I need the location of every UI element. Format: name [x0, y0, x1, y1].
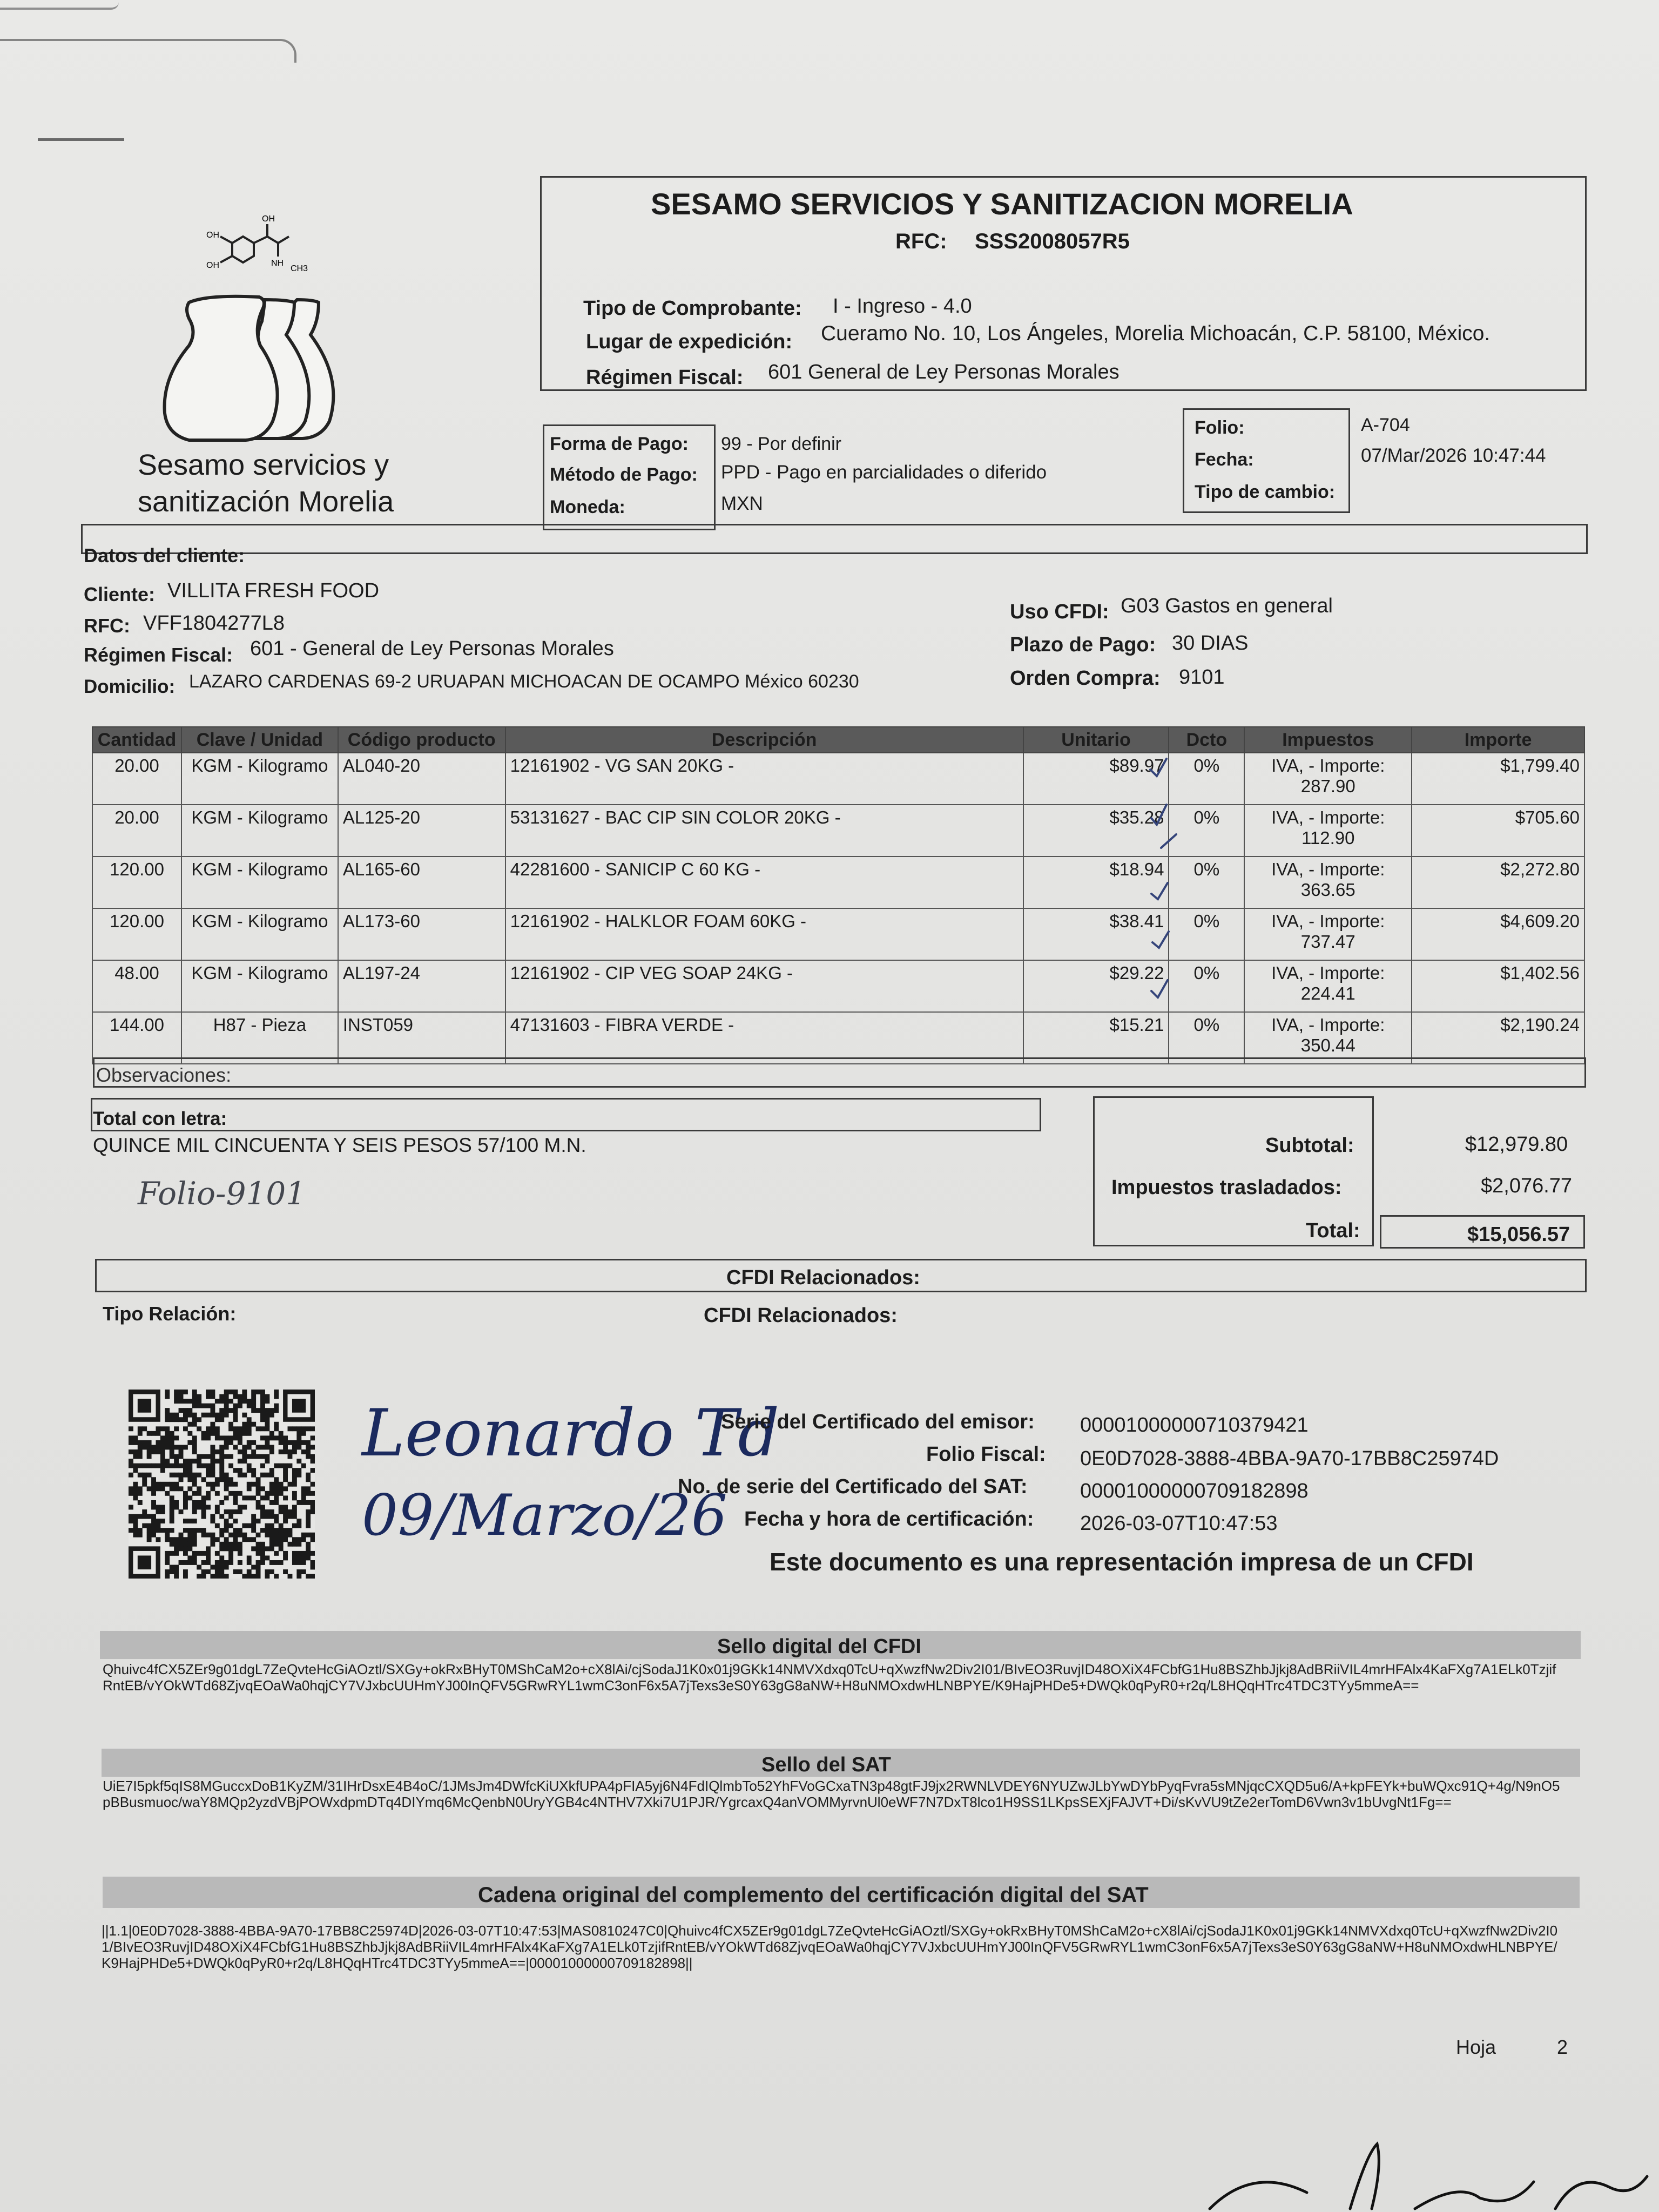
- cliente-domicilio-label: Domicilio:: [84, 676, 176, 697]
- cell-importe: $2,272.80: [1412, 857, 1584, 908]
- fecha-value: 07/Mar/2026 10:47:44: [1361, 445, 1546, 466]
- cell-cantidad: 48.00: [92, 960, 181, 1012]
- folio-fiscal-label: Folio Fiscal:: [926, 1443, 1046, 1466]
- handwritten-signature-name: Leonardo Td: [362, 1396, 780, 1471]
- serie-emisor-label: Serie del Certificado del emisor:: [721, 1411, 1035, 1433]
- cell-cantidad: 20.00: [92, 753, 181, 805]
- uso-cfdi-label: Uso CFDI:: [1010, 601, 1109, 623]
- cfdi-relacionados-title: CFDI Relacionados:: [726, 1266, 920, 1289]
- plazo-pago: 30 DIAS: [1172, 632, 1249, 655]
- table-row: [92, 1012, 1584, 1064]
- tipo-relacion-label: Tipo Relación:: [103, 1303, 237, 1325]
- table-row: [92, 908, 1584, 960]
- cell-dcto: 0%: [1169, 960, 1244, 1012]
- total-letra: QUINCE MIL CINCUENTA Y SEIS PESOS 57/100 M.N.: [93, 1134, 586, 1156]
- cell-codigo: AL197-24: [338, 960, 505, 1012]
- uso-cfdi: G03 Gastos en general: [1121, 595, 1333, 617]
- iva-label: IVA, - Importe:: [1271, 859, 1385, 879]
- iva-amount: 287.90: [1300, 776, 1355, 796]
- qr-code: [129, 1390, 315, 1579]
- cell-unidad: KGM - Kilogramo: [181, 805, 338, 857]
- iva-label: IVA, - Importe:: [1271, 911, 1385, 931]
- cell-impuestos: [1244, 753, 1412, 805]
- cell-codigo: AL173-60: [338, 908, 505, 960]
- cell-codigo: INST059: [338, 1012, 505, 1064]
- lugar-expedicion-label: Lugar de expedición:: [586, 331, 793, 353]
- items-table: [92, 726, 1585, 1064]
- svg-text:CH3: CH3: [291, 264, 308, 273]
- cell-descripcion: 53131627 - BAC CIP SIN COLOR 20KG -: [505, 805, 1023, 857]
- svg-text:NH: NH: [271, 259, 284, 268]
- cell-unidad: KGM - Kilogramo: [181, 857, 338, 908]
- logo-caption-line2: sanitización Morelia: [138, 485, 394, 518]
- cell-codigo: AL165-60: [338, 857, 505, 908]
- hoja-number: 2: [1557, 2036, 1568, 2058]
- impuestos-label: Impuestos trasladados:: [1111, 1176, 1342, 1199]
- emitter-rfc: SSS2008057R5: [975, 230, 1130, 253]
- table-row: [92, 857, 1584, 908]
- cadena-title: Cadena original del complemento del certificación digital del SAT: [478, 1883, 1149, 1907]
- cfdi-relacionados-label: CFDI Relacionados:: [704, 1304, 898, 1327]
- cell-importe: $1,799.40: [1412, 753, 1584, 805]
- total-label: Total:: [1306, 1219, 1360, 1242]
- cell-unitario: $35.28: [1023, 805, 1169, 857]
- iva-amount: 112.90: [1301, 828, 1355, 848]
- emitter-rfc-label: RFC:: [895, 230, 947, 253]
- cell-importe: $4,609.20: [1412, 908, 1584, 960]
- regimen-fiscal-emisor: 601 General de Ley Personas Morales: [768, 361, 1120, 383]
- moneda-label: Moneda:: [550, 497, 625, 517]
- client-section-header: [81, 524, 1588, 554]
- iva-amount: 224.41: [1300, 983, 1355, 1003]
- iva-label: IVA, - Importe:: [1271, 807, 1385, 827]
- col-unitario: Unitario: [1023, 727, 1169, 753]
- sello-cfdi-text: Qhuivc4fCX5ZEr9g01dgL7ZeQvteHcGiAOztl/SXGy+okRxBHyT0MShCaM2o+cX8lAi/cjSodaJ1K0x01j9GKk14NMVXdxq0TcU+qXwzfNw2Div2I01/BIvEO3RuvjID48OXiX4FCbfG1Hu8BSZhbJjkj8AdBRiiVIL4mrHFAlx4KaFXg7A1ELk0TzjifRntEB/vYOkWTd68ZjvqEOaWa0hqjCY7VJxbcUUHmYJ00InQFV5GRwRYL1wmC3onF6x5A7jTexs3eS0Y63gG8aNW+H8uNMOxdwHLNBPYE/K9HajPHDe5+DWQk0qPyR0+r2q/L8HQqHTrc4TDC3TYy5mmeA==: [103, 1661, 1556, 1694]
- cliente-rfc: VFF1804277L8: [143, 612, 285, 635]
- cell-cantidad: 120.00: [92, 857, 181, 908]
- table-row: [92, 753, 1584, 805]
- hoja-label: Hoja: [1456, 2036, 1496, 2058]
- cell-impuestos: [1244, 1012, 1412, 1064]
- cliente-regimen-label: Régimen Fiscal:: [84, 644, 233, 666]
- sello-sat-title: Sello del SAT: [761, 1754, 892, 1776]
- cell-dcto: 0%: [1169, 908, 1244, 960]
- cell-unidad: KGM - Kilogramo: [181, 908, 338, 960]
- folio-label: Folio:: [1195, 417, 1245, 438]
- col-cantidad: Cantidad: [92, 727, 181, 753]
- cell-impuestos: [1244, 908, 1412, 960]
- moneda: MXN: [721, 493, 763, 514]
- cell-cantidad: 20.00: [92, 805, 181, 857]
- serie-sat: 00001000000709182898: [1080, 1480, 1309, 1502]
- cell-unitario: $29.22: [1023, 960, 1169, 1012]
- col-importe: Importe: [1412, 727, 1584, 753]
- iva-amount: 350.44: [1300, 1035, 1355, 1055]
- observaciones-box: [93, 1057, 1586, 1088]
- cell-dcto: 0%: [1169, 857, 1244, 908]
- total-letra-box: [91, 1098, 1041, 1131]
- cell-importe: $2,190.24: [1412, 1012, 1584, 1064]
- cell-codigo: AL040-20: [338, 753, 505, 805]
- cell-unitario: $89.97: [1023, 753, 1169, 805]
- iva-amount: 737.47: [1300, 932, 1355, 952]
- col-impuestos: Impuestos: [1244, 727, 1412, 753]
- cell-codigo: AL125-20: [338, 805, 505, 857]
- cell-unidad: H87 - Pieza: [181, 1012, 338, 1064]
- table-row: [92, 805, 1584, 857]
- cliente-label: Cliente:: [84, 583, 156, 605]
- folio-fiscal: 0E0D7028-3888-4BBA-9A70-17BB8C25974D: [1080, 1447, 1499, 1470]
- cadena-text: ||1.1|0E0D7028-3888-4BBA-9A70-17BB8C25974D|2026-03-07T10:47:53|MAS0810247C0|Qhuivc4fCX5ZEr9g01dgL7ZeQvteHcGiAOztl/SXGy+okRxBHyT0MShCaM2o+cX8lAi/cjSodaJ1K0x01j9GKk14NMVXdxq0TcU+qXwzfNw2Div2I01/BIvEO3RuvjID48OXiX4FCbfG1Hu8BSZhbJjkj8AdBRiiVIL4mrHFAlx4KaFXg7A1ELk0TzjifRntEB/vYOkWTd68ZjvqEOaWa0hqjCY7VJxbcUUHmYJ00InQFV5GRwRYL1wmC3onF6x5A7jTexs3eS0Y63gG8aNW+H8uNMOxdwHLNBPYE/K9HajPHDe5+DWQk0qPyR0+r2q/L8HQqHTrc4TDC3TYy5mmeA==|00001000000709182898||: [102, 1923, 1558, 1971]
- client-section-label: Datos del cliente:: [84, 544, 245, 567]
- iva-label: IVA, - Importe:: [1271, 963, 1385, 983]
- total-value: $15,056.57: [1467, 1223, 1570, 1246]
- subtotal-label: Subtotal:: [1265, 1134, 1354, 1157]
- cell-descripcion: 42281600 - SANICIP C 60 KG -: [505, 857, 1023, 908]
- cfdi-legend: Este documento es una representación impresa de un CFDI: [770, 1548, 1474, 1576]
- cell-importe: $1,402.56: [1412, 960, 1584, 1012]
- serie-emisor: 00001000000710379421: [1080, 1414, 1309, 1437]
- signature-scribble: [1188, 2133, 1653, 2212]
- fecha-label: Fecha:: [1195, 449, 1254, 470]
- cell-impuestos: [1244, 805, 1412, 857]
- col-dcto: Dcto: [1169, 727, 1244, 753]
- cell-cantidad: 144.00: [92, 1012, 181, 1064]
- cell-dcto: 0%: [1169, 753, 1244, 805]
- serie-sat-label: No. de serie del Certificado del SAT:: [678, 1475, 1028, 1498]
- cell-unitario: $18.94: [1023, 857, 1169, 908]
- iva-amount: 363.65: [1300, 880, 1355, 900]
- company-logo-icon: [157, 205, 394, 454]
- cliente-domicilio: LAZARO CARDENAS 69-2 URUAPAN MICHOACAN DE OCAMPO México 60230: [189, 671, 859, 692]
- fecha-cert-label: Fecha y hora de certificación:: [744, 1508, 1034, 1530]
- sello-sat-text: UiE7I5pkf5qIS8MGuccxDoB1KyZM/31IHrDsxE4B4oC/1JMsJm4DWfcKiUXkfUPA4pFIA5yj6N4FdIQlmbTo52YhFVoGCxaTN3p48gtFJ9jx2RWNLVDEY6NYUZwJLbYwDYbPyqFvra5sMNjqcCXQD5u6/A+kpFEYk+buWQxc91Q+4g/N9nO5pBBusmuoc/waY8MQp2yzdVBjPOWxdpmDTq4DIYmq6McQenbN0UryYGB4c4NTHV7Xki7U1PJR/YgrcaxQ4anVOMMyrvnUl0eWF7N7DxT8lco1H9SS1LKpsSEXjFAJVT+Di/sKvVU9tZe2erTomD6Vwn3v1bUvgNt1Fg==: [103, 1778, 1560, 1810]
- cliente-name: VILLITA FRESH FOOD: [167, 579, 380, 602]
- logo-caption-line1: Sesamo servicios y: [138, 449, 389, 481]
- cliente-regimen: 601 - General de Ley Personas Morales: [250, 637, 614, 660]
- tipo-comprobante-label: Tipo de Comprobante:: [583, 297, 802, 320]
- subtotal-value: $12,979.80: [1465, 1133, 1568, 1156]
- col-codigo-producto: Código producto: [338, 727, 505, 753]
- tipo-cambio-label: Tipo de cambio:: [1195, 482, 1336, 502]
- cell-descripcion: 12161902 - CIP VEG SOAP 24KG -: [505, 960, 1023, 1012]
- staple-mark: [0, 39, 296, 63]
- staple-mark: [38, 134, 124, 141]
- items-table-header: [92, 727, 1584, 753]
- handwritten-folio-note: Folio-9101: [138, 1175, 306, 1212]
- handwritten-signature-date: 09/Marzo/26: [362, 1482, 727, 1548]
- total-letra-label: Total con letra:: [93, 1108, 227, 1129]
- orden-compra: 9101: [1179, 666, 1225, 689]
- cell-descripcion: 47131603 - FIBRA VERDE -: [505, 1012, 1023, 1064]
- cliente-rfc-label: RFC:: [84, 615, 130, 637]
- cell-dcto: 0%: [1169, 805, 1244, 857]
- plazo-pago-label: Plazo de Pago:: [1010, 633, 1156, 656]
- cell-cantidad: 120.00: [92, 908, 181, 960]
- svg-text:OH: OH: [262, 214, 275, 224]
- metodo-pago: PPD - Pago en parcialidades o diferido: [721, 462, 1047, 483]
- cell-unidad: KGM - Kilogramo: [181, 753, 338, 805]
- forma-pago: 99 - Por definir: [721, 434, 841, 454]
- col-clave-unidad: Clave / Unidad: [181, 727, 338, 753]
- cell-dcto: 0%: [1169, 1012, 1244, 1064]
- cell-impuestos: [1244, 857, 1412, 908]
- iva-label: IVA, - Importe:: [1271, 756, 1385, 775]
- table-row: [92, 960, 1584, 1012]
- metodo-pago-label: Método de Pago:: [550, 464, 698, 485]
- impuestos-value: $2,076.77: [1481, 1175, 1573, 1197]
- regimen-fiscal-emisor-label: Régimen Fiscal:: [586, 366, 744, 389]
- cell-descripcion: 12161902 - VG SAN 20KG -: [505, 753, 1023, 805]
- cell-unitario: $38.41: [1023, 908, 1169, 960]
- cell-unitario: $15.21: [1023, 1012, 1169, 1064]
- svg-text:OH: OH: [206, 261, 219, 270]
- cell-impuestos: [1244, 960, 1412, 1012]
- observaciones-label: Observaciones:: [96, 1064, 232, 1086]
- emitter-name: SESAMO SERVICIOS Y SANITIZACION MORELIA: [651, 187, 1353, 221]
- cell-descripcion: 12161902 - HALKLOR FOAM 60KG -: [505, 908, 1023, 960]
- lugar-expedicion: Cueramo No. 10, Los Ángeles, Morelia Michoacán, C.P. 58100, México.: [821, 322, 1491, 345]
- tipo-comprobante: I - Ingreso - 4.0: [833, 295, 972, 318]
- folio-value: A-704: [1361, 415, 1410, 435]
- sello-cfdi-title: Sello digital del CFDI: [717, 1635, 921, 1658]
- orden-compra-label: Orden Compra:: [1010, 667, 1161, 690]
- handwritten-checkmarks: [1145, 753, 1188, 1034]
- svg-text:OH: OH: [206, 231, 219, 240]
- forma-pago-label: Forma de Pago:: [550, 434, 689, 454]
- iva-label: IVA, - Importe:: [1271, 1015, 1385, 1035]
- cell-unidad: KGM - Kilogramo: [181, 960, 338, 1012]
- fecha-cert: 2026-03-07T10:47:53: [1080, 1512, 1278, 1535]
- col-descripcion: Descripción: [505, 727, 1023, 753]
- staple-mark: [0, 2, 119, 10]
- cell-importe: $705.60: [1412, 805, 1584, 857]
